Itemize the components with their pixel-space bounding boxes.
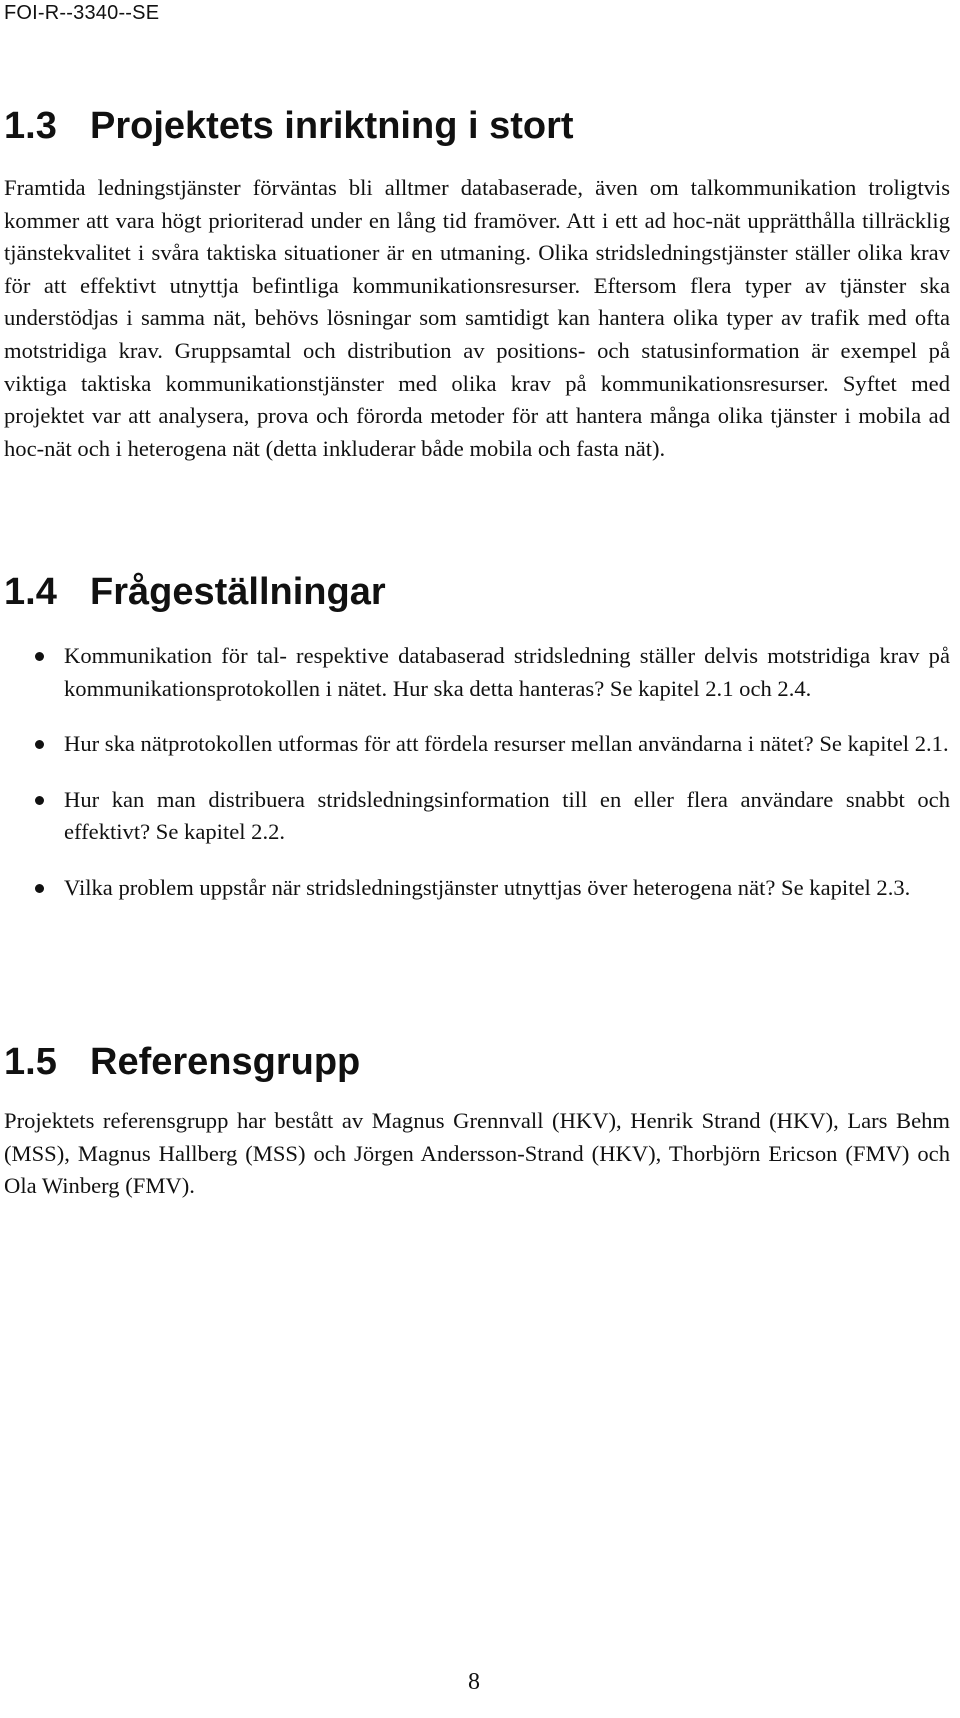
section-heading-1-3 <box>4 104 574 148</box>
list-item-text: Hur ska nätprotokollen utformas för att fördela resurser mellan användarna i nätet? Se kapitel 2.1. <box>64 731 949 757</box>
page-number: 8 <box>468 1669 480 1695</box>
list-item-text: Kommunikation för tal- respektive databaserad stridsledning ställer delvis motstridiga krav på kommunikationsprotokollen i nätet. Hur ska detta hanteras? Se kapitel 2.1 och 2.4. <box>64 643 950 701</box>
section-1-3-paragraph: Framtida ledningstjänster förväntas bli alltmer databaserade, även om talkommunikation troligtvis kommer att vara högt prioriterad under en lång tid framöver. Att i ett ad hoc-nät upprätthålla tillräcklig tjänstekvalitet i svåra taktiska situationer är en utmaning. Olika stridsledningstjänster ställer olika krav för att effektivt utnyttja befintliga kommunikationsresurser. Eftersom flera typer av tjänster ska understödjas i samma nät, behövs lösningar som samtidigt kan hantera olika typer av trafik med ofta motstridiga krav. Gruppsamtal och distribution av positions- och statusinformation är exempel på viktiga taktiska kommunikationstjänster med olika krav på kommunikationsresurser. Syftet med projektet var att analysera, prova och förorda metoder för att hantera många olika tjänster i mobila ad hoc-nät och i heterogena nät (detta inkluderar både mobila och fasta nät). <box>4 175 950 461</box>
section-heading-1-5 <box>4 1040 360 1084</box>
list-item <box>4 728 950 761</box>
section-title: Projektets inriktning i stort <box>90 105 574 147</box>
section-1-5-paragraph: Projektets referensgrupp har bestått av Magnus Grennvall (HKV), Henrik Strand (HKV), Lars Behm (MSS), Magnus Hallberg (MSS) och Jörgen Andersson-Strand (HKV), Thorbjörn Ericson (FMV) och Ola Winberg (FMV). <box>4 1108 950 1199</box>
section-number: 1.4 <box>4 571 57 613</box>
section-heading-1-4 <box>4 570 386 614</box>
list-item-text: Vilka problem uppstår när stridsledningstjänster utnyttjas över heterogena nät? Se kapitel 2.3. <box>64 874 911 900</box>
list-item <box>4 784 950 849</box>
section-number: 1.3 <box>4 105 57 147</box>
bullet-icon <box>35 796 44 805</box>
list-item-text: Hur kan man distribuera stridsledningsinformation till en eller flera användare snabbt och effektivt? Se kapitel 2.2. <box>64 786 950 845</box>
list-item <box>4 640 950 705</box>
list-item <box>4 872 950 905</box>
section-title: Referensgrupp <box>90 1041 361 1083</box>
question-list <box>4 640 950 928</box>
bullet-icon <box>35 740 44 749</box>
section-title: Frågeställningar <box>90 571 386 613</box>
report-id-header: FOI-R--3340--SE <box>4 2 160 24</box>
bullet-icon <box>35 652 44 661</box>
bullet-icon <box>35 884 44 893</box>
section-number: 1.5 <box>4 1041 57 1083</box>
